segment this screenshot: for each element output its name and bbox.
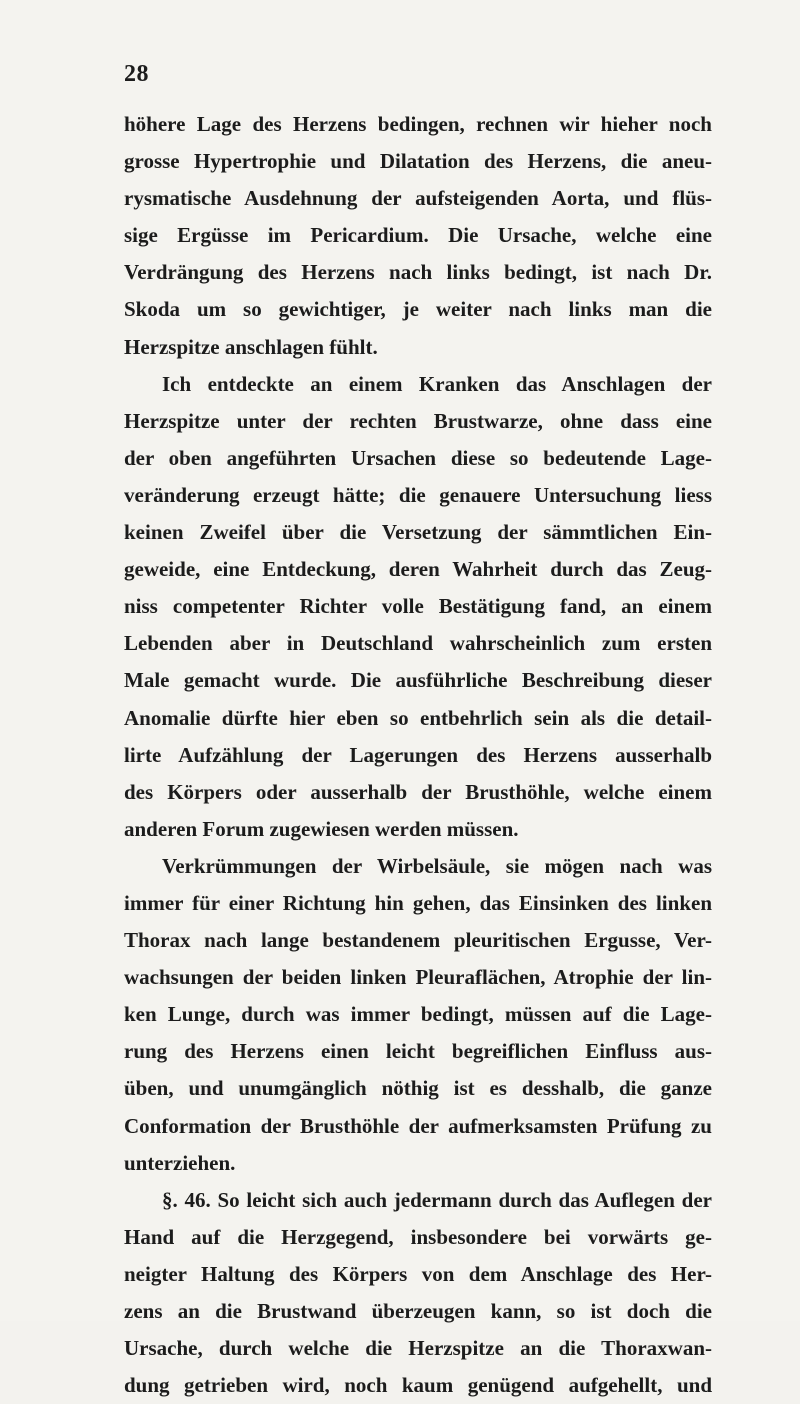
page-number: 28 xyxy=(124,61,149,87)
text-line: Skoda um so gewichtiger, je weiter nach links man die xyxy=(124,297,712,322)
text-line: Verkrümmungen der Wirbelsäule, sie mögen nach was xyxy=(162,853,712,878)
text-line: Ich entdeckte an einem Kranken das Anschlagen der xyxy=(162,371,712,396)
text-line: unterziehen. xyxy=(124,1150,236,1175)
text-line: der oben angeführten Ursachen diese so bedeutende Lage- xyxy=(124,445,712,470)
text-line: anderen Forum zugewiesen werden müssen. xyxy=(124,816,519,841)
text-line: niss competenter Richter volle Bestätigung fand, an einem xyxy=(124,594,712,619)
text-line: keinen Zweifel über die Versetzung der sämmtlichen Ein- xyxy=(124,520,712,545)
text-line: Lebenden aber in Deutschland wahrscheinlich zum ersten xyxy=(124,631,712,656)
text-line: Hand auf die Herzgegend, insbesondere bei vorwärts ge- xyxy=(124,1224,712,1249)
text-line: Thorax nach lange bestandenem pleuritischen Ergusse, Ver- xyxy=(124,928,712,953)
text-line: Male gemacht wurde. Die ausführliche Beschreibung dieser xyxy=(124,668,712,693)
text-line: ken Lunge, durch was immer bedingt, müssen auf die Lage- xyxy=(124,1002,712,1027)
text-line: grosse Hypertrophie und Dilatation des Herzens, die aneu- xyxy=(124,149,712,174)
text-line: Herzspitze unter der rechten Brustwarze, ohne dass eine xyxy=(124,408,712,433)
text-line: Herzspitze anschlagen fühlt. xyxy=(124,334,378,359)
text-line: Ursache, durch welche die Herzspitze an die Thoraxwan- xyxy=(124,1336,712,1361)
text-line: rung des Herzens einen leicht begreiflichen Einfluss aus- xyxy=(124,1039,712,1064)
body-text xyxy=(124,106,712,1404)
text-line: des Körpers oder ausserhalb der Brusthöhle, welche einem xyxy=(124,779,712,804)
text-line: rysmatische Ausdehnung der aufsteigenden Aorta, und flüs- xyxy=(124,186,712,211)
text-line: üben, und unumgänglich nöthig ist es desshalb, die ganze xyxy=(124,1076,712,1101)
text-line: höhere Lage des Herzens bedingen, rechnen wir hieher noch xyxy=(124,112,712,136)
text-line: lirte Aufzählung der Lagerungen des Herzens ausserhalb xyxy=(124,742,712,767)
text-line: neigter Haltung des Körpers von dem Anschlage des Her- xyxy=(124,1261,712,1286)
text-line: sige Ergüsse im Pericardium. Die Ursache, welche eine xyxy=(124,223,712,248)
text-line: Conformation der Brusthöhle der aufmerksamsten Prüfung zu xyxy=(124,1113,712,1138)
text-line: wachsungen der beiden linken Pleuraflächen, Atrophie der lin- xyxy=(124,965,712,990)
text-line: Anomalie dürfte hier eben so entbehrlich sein als die detail- xyxy=(124,705,712,730)
text-line: §. 46. So leicht sich auch jedermann durch das Auflegen der xyxy=(162,1187,712,1212)
text-line: veränderung erzeugt hätte; die genauere Untersuchung liess xyxy=(124,482,712,507)
text-line: dung getrieben wird, noch kaum genügend aufgehellt, und xyxy=(124,1373,712,1398)
text-line: immer für einer Richtung hin gehen, das Einsinken des linken xyxy=(124,890,712,915)
text-line: zens an die Brustwand überzeugen kann, so ist doch die xyxy=(124,1299,712,1323)
text-line: geweide, eine Entdeckung, deren Wahrheit durch das Zeug- xyxy=(124,557,712,582)
text-line: Verdrängung des Herzens nach links bedingt, ist nach Dr. xyxy=(124,260,712,285)
